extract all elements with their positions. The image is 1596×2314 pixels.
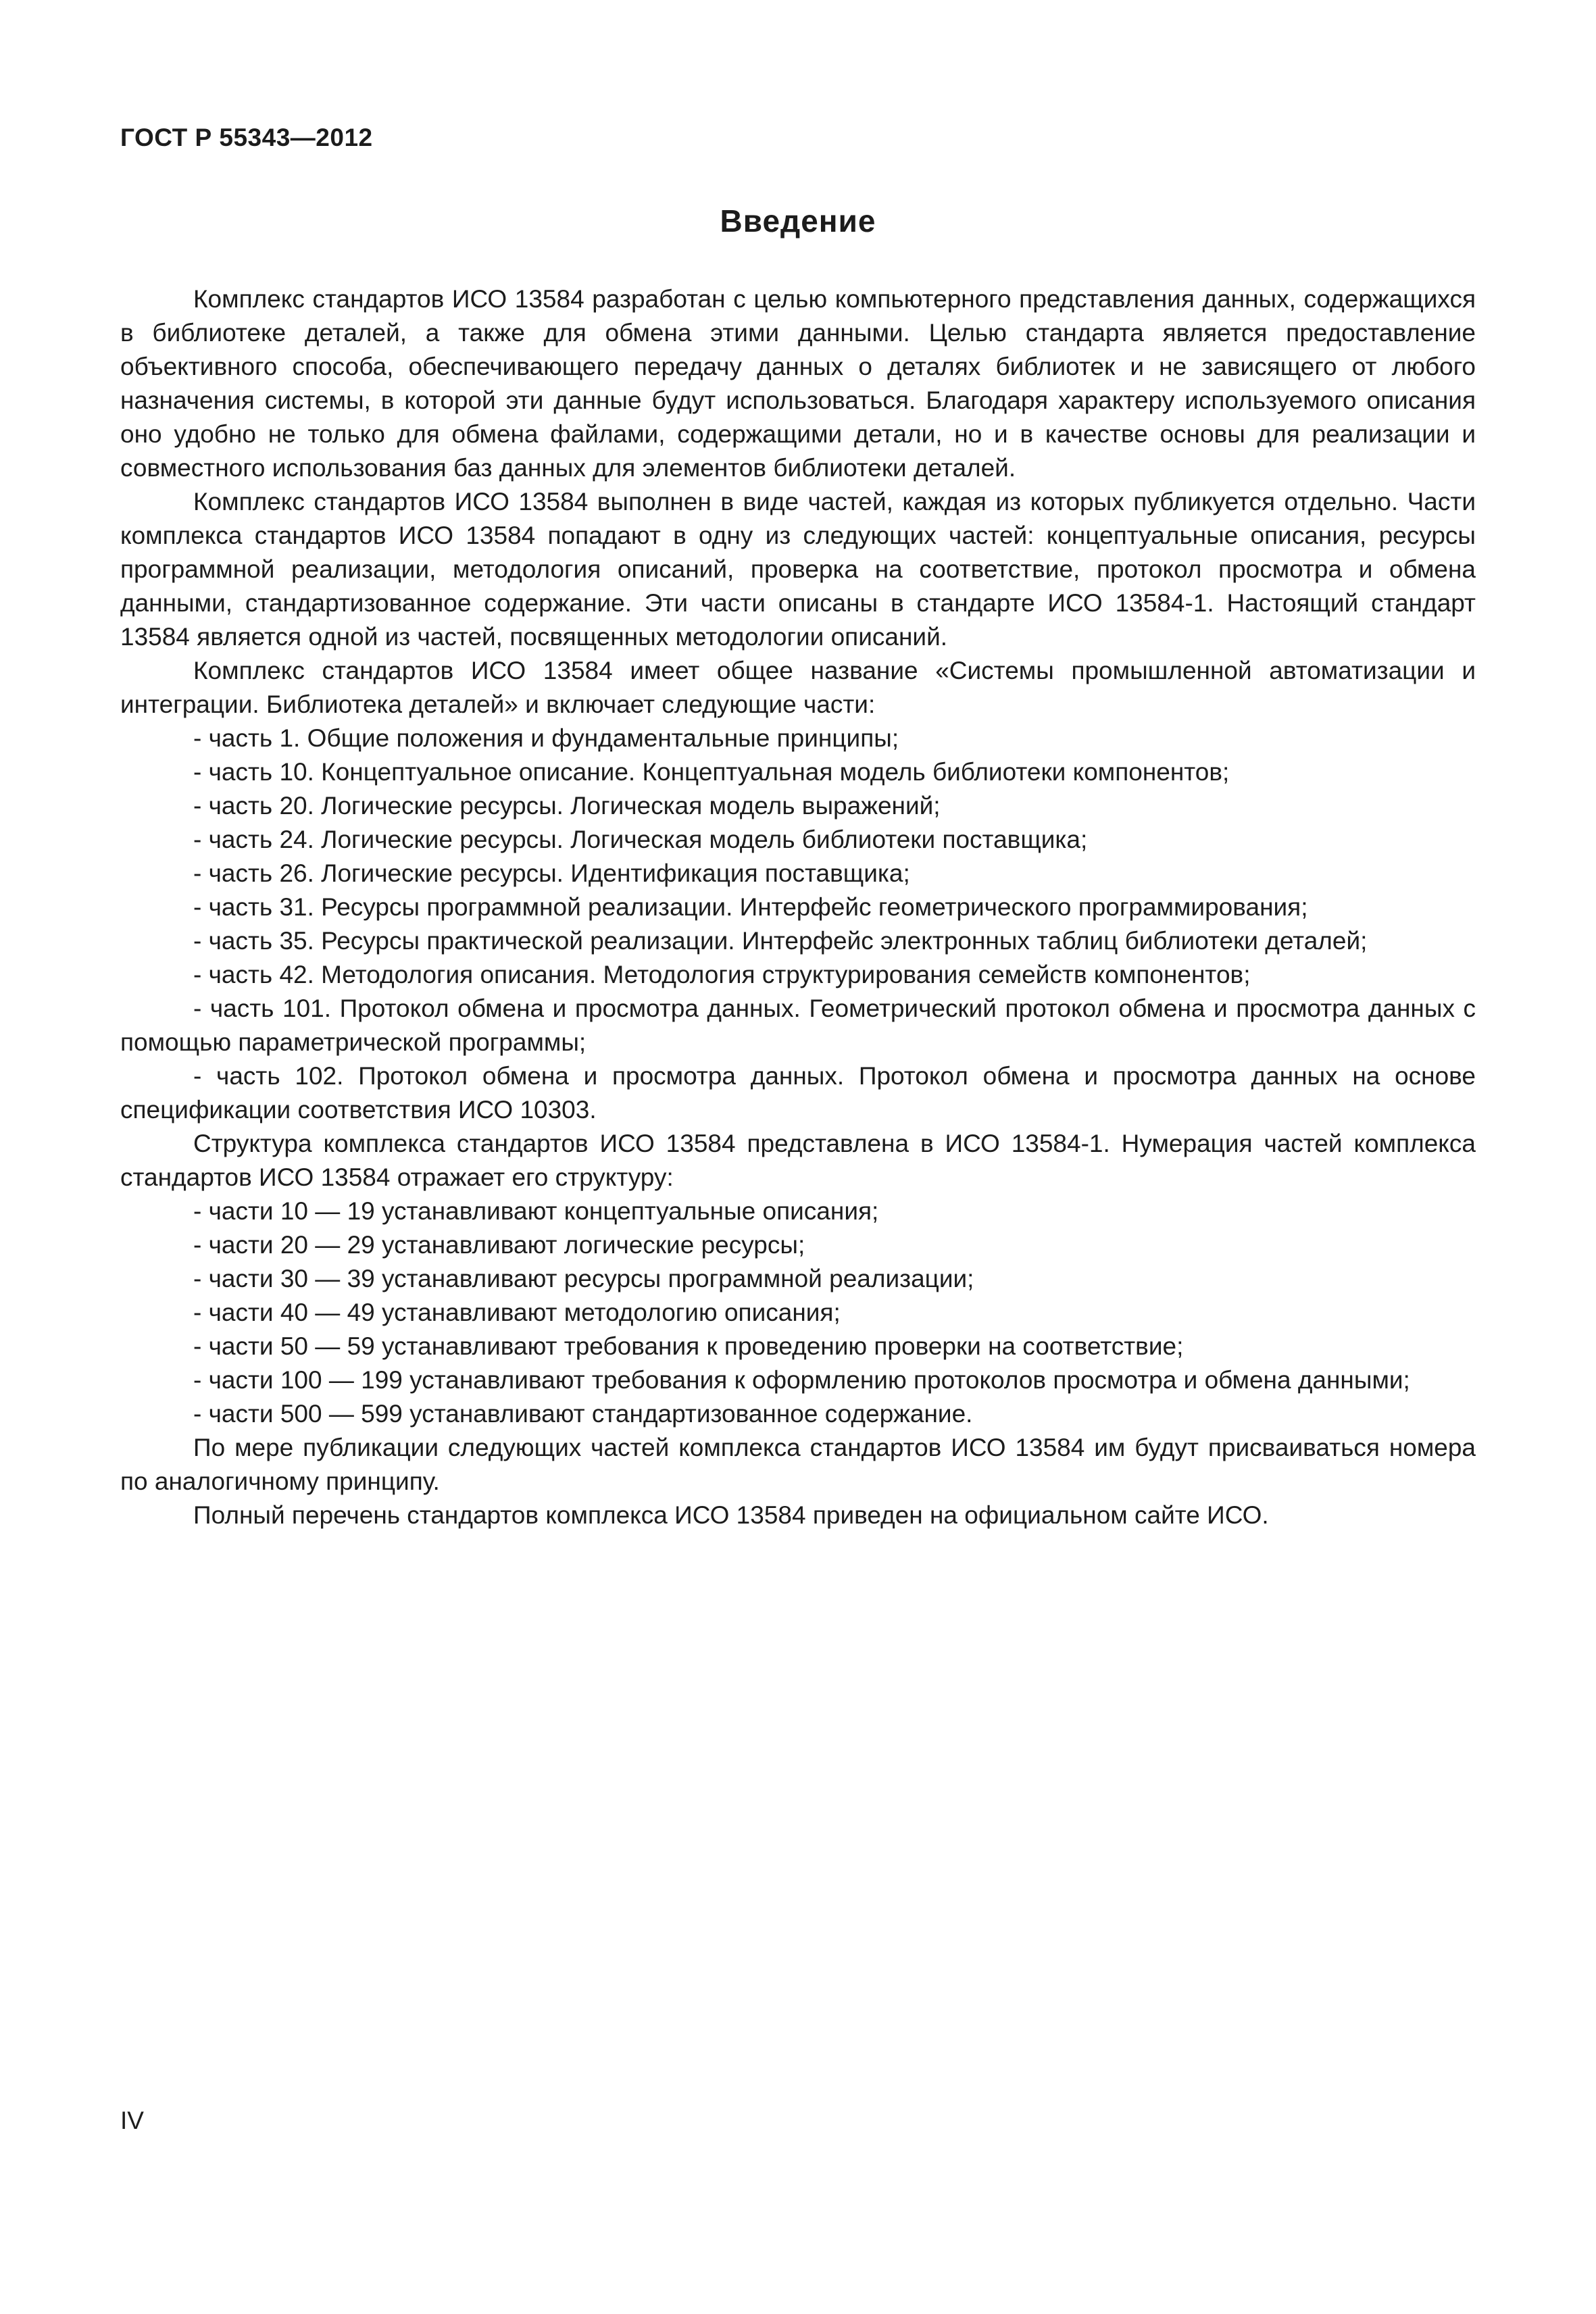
list-item: - части 500 — 599 устанавливают стандартизованное содержание. — [193, 1400, 973, 1428]
list-item: - часть 26. Логические ресурсы. Идентификация поставщика; — [193, 859, 910, 887]
list-item: - части 20 — 29 устанавливают логические ресурсы; — [193, 1231, 805, 1259]
list-item: - часть 1. Общие положения и фундаментальные принципы; — [193, 724, 899, 752]
paragraph-parts-structure: Комплекс стандартов ИСО 13584 выполнен в виде частей, каждая из которых публикуется отдельно. Части комплекса стандартов ИСО 13584 попадают в одну из следующих частей: концептуальные описания, ресурсы программной реализации, методология описаний, проверка на соответствие, протокол просмотра и обмена данными, стандартизованное содержание. Эти части описаны в стандарте ИСО 13584-1. Настоящий стандарт 13584 является одной из частей, посвященных методологии описаний. — [120, 488, 1476, 651]
list-item: - части 100 — 199 устанавливают требования к оформлению протоколов просмотра и обмена данными; — [193, 1366, 1410, 1394]
paragraph-future-parts: По мере публикации следующих частей комплекса стандартов ИСО 13584 им будут присваиваться номера по аналогичному принципу. — [120, 1434, 1476, 1495]
list-item: - части 10 — 19 устанавливают концептуальные описания; — [193, 1197, 879, 1225]
list-item: - часть 31. Ресурсы программной реализации. Интерфейс геометрического программирования; — [193, 893, 1308, 921]
list-item: - часть 24. Логические ресурсы. Логическая модель библиотеки поставщика; — [193, 826, 1088, 853]
list-item: - часть 35. Ресурсы практической реализации. Интерфейс электронных таблиц библиотеки деталей; — [193, 927, 1368, 955]
list-item: - часть 10. Концептуальное описание. Концептуальная модель библиотеки компонентов; — [193, 758, 1230, 786]
body-text — [120, 282, 1476, 1532]
list-item: - части 40 — 49 устанавливают методологию описания; — [193, 1299, 841, 1326]
list-item: - части 30 — 39 устанавливают ресурсы программной реализации; — [193, 1265, 974, 1292]
paragraph-numbering: Структура комплекса стандартов ИСО 13584 представлена в ИСО 13584-1. Нумерация частей комплекса стандартов ИСО 13584 отражает его структуру: — [120, 1130, 1476, 1191]
paragraph-intro: Комплекс стандартов ИСО 13584 разработан с целью компьютерного представления данных, содержащихся в библиотеке деталей, а также для обмена этими данными. Целью стандарта является предоставление объективного способа, обеспечивающего передачу данных о деталях библиотек и не зависящего от любого назначения системы, в которой эти данные будут использоваться. Благодаря характеру используемого описания оно удобно не только для обмена файлами, содержащими детали, но и в качестве основы для реализации и совместного использования баз данных для элементов библиотеки деталей. — [120, 285, 1476, 482]
list-item: - часть 20. Логические ресурсы. Логическая модель выражений; — [193, 792, 941, 820]
list-item: - часть 42. Методология описания. Методология структурирования семейств компонентов; — [193, 961, 1251, 988]
list-item: - части 50 — 59 устанавливают требования к проведению проверки на соответствие; — [193, 1332, 1184, 1360]
section-title: Введение — [720, 203, 876, 238]
paragraph-general-title: Комплекс стандартов ИСО 13584 имеет общее название «Системы промышленной автоматизации и интеграции. Библиотека деталей» и включает следующие части: — [120, 657, 1476, 718]
paragraph-full-list: Полный перечень стандартов комплекса ИСО 13584 приведен на официальном сайте ИСО. — [193, 1501, 1269, 1529]
list-item: - часть 101. Протокол обмена и просмотра данных. Геометрический протокол обмена и просмотра данных с помощью параметрической программы; — [120, 995, 1476, 1056]
document-code: ГОСТ Р 55343—2012 — [120, 124, 373, 151]
list-item: - часть 102. Протокол обмена и просмотра данных. Протокол обмена и просмотра данных на основе спецификации соответствия ИСО 10303. — [120, 1062, 1476, 1124]
page-number: IV — [120, 2107, 144, 2134]
